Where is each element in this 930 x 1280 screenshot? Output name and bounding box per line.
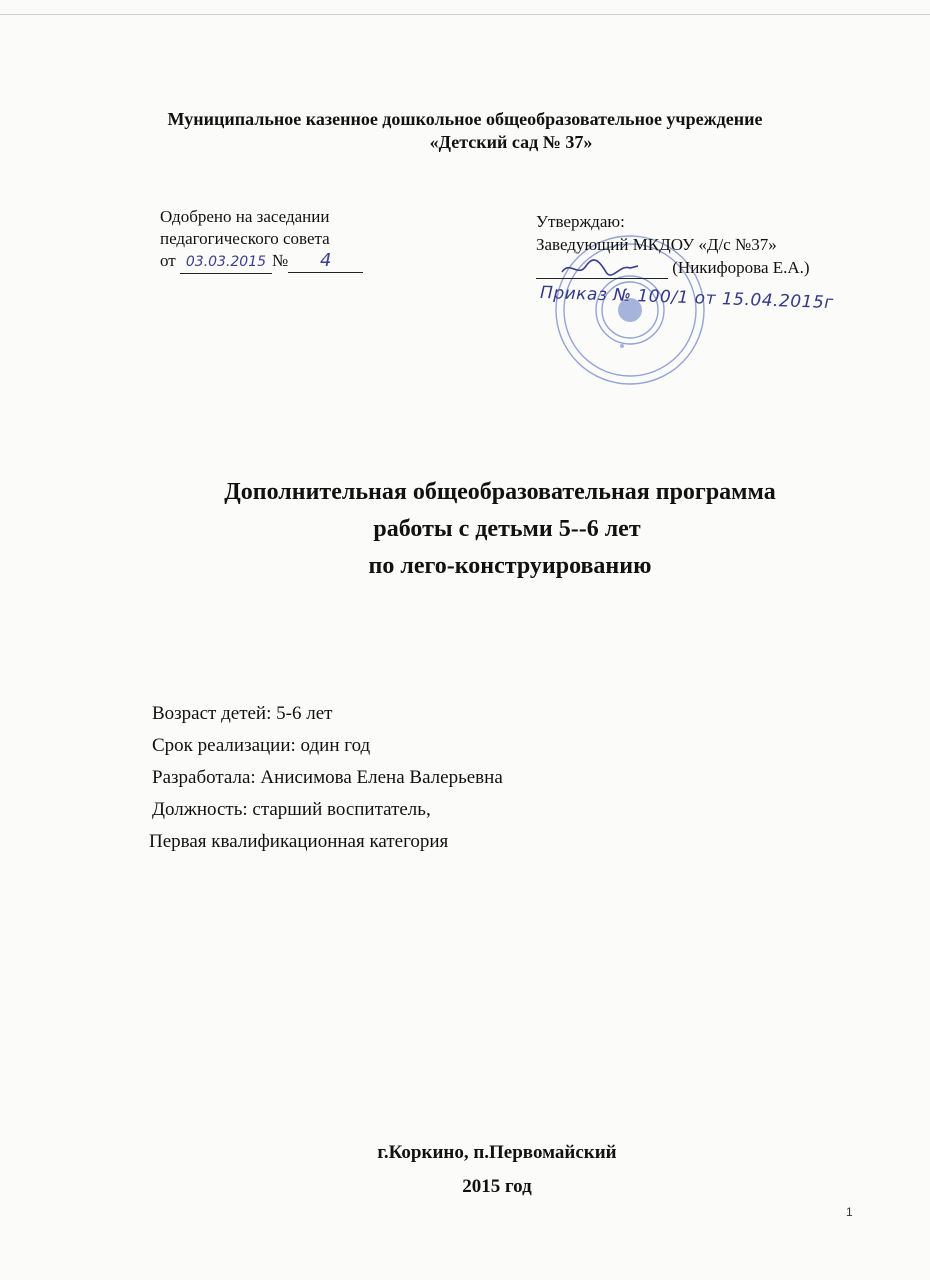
title-line-3: по лего-конструированию bbox=[368, 553, 652, 579]
info-age: Возраст детей: 5-6 лет bbox=[152, 703, 333, 724]
approval-date-row bbox=[160, 250, 363, 274]
info-term: Срок реализации: один год bbox=[152, 735, 371, 756]
handwritten-number: 4 bbox=[288, 250, 363, 273]
scan-edge-line bbox=[0, 14, 930, 15]
approval-line-1: Одобрено на заседании bbox=[160, 207, 330, 226]
confirm-position: Заведующий МКДОУ «Д/с №37» bbox=[536, 235, 777, 254]
signature-scribble bbox=[560, 258, 640, 280]
footer-city: г.Коркино, п.Первомайский bbox=[377, 1142, 617, 1163]
signature-line bbox=[536, 260, 668, 279]
signature-row bbox=[536, 256, 810, 279]
program-title bbox=[0, 474, 930, 585]
info-position: Должность: старший воспитатель, bbox=[152, 799, 431, 820]
footer-year: 2015 год bbox=[462, 1176, 532, 1197]
approval-line-2: педагогического совета bbox=[160, 229, 330, 248]
program-info bbox=[149, 698, 503, 858]
title-line-1: Дополнительная общеобразовательная программа bbox=[224, 479, 776, 505]
number-label: № bbox=[271, 251, 289, 270]
handwritten-date: 03.03.2015 bbox=[180, 251, 272, 274]
info-author: Разработала: Анисимова Елена Валерьевна bbox=[152, 767, 503, 788]
institution-short-name: «Детский сад № 37» bbox=[429, 132, 593, 152]
from-label: от bbox=[160, 251, 176, 270]
page-number: 1 bbox=[846, 1205, 853, 1219]
institution-header bbox=[0, 108, 930, 154]
confirmation-block bbox=[536, 210, 810, 279]
approval-block bbox=[160, 206, 363, 274]
info-category: Первая квалификационная категория bbox=[149, 831, 449, 852]
title-line-2: работы с детьми 5-‐6 лет bbox=[373, 516, 641, 542]
institution-name: Муниципальное казенное дошкольное общеобразовательное учреждение bbox=[167, 109, 763, 129]
director-name: (Никифорова Е.А.) bbox=[672, 258, 810, 277]
handwritten-order: Приказ № 100/1 от 15.04.2015г bbox=[539, 282, 834, 314]
document-footer bbox=[0, 1136, 930, 1204]
confirm-heading: Утверждаю: bbox=[536, 212, 625, 231]
